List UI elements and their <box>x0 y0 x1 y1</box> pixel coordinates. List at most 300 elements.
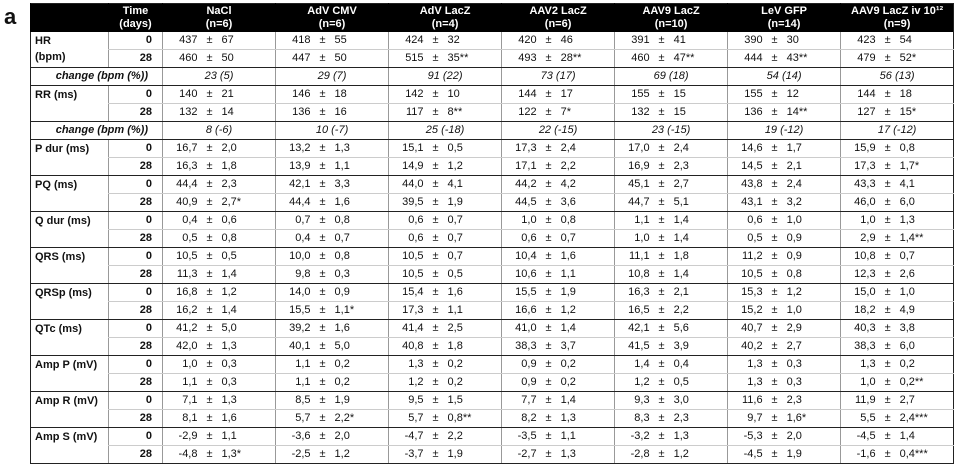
mean-value: 5,7 <box>389 410 427 428</box>
sd-value: 0,2** <box>897 374 954 392</box>
plus-minus: ± <box>201 176 219 194</box>
mean-value: 1,0 <box>163 356 201 374</box>
plus-minus: ± <box>879 266 897 284</box>
mean-value: 42,1 <box>276 176 314 194</box>
sd-value: 1,6 <box>219 410 276 428</box>
mean-value: 460 <box>163 50 201 68</box>
mean-value: 1,0 <box>615 230 653 248</box>
mean-value: 40,2 <box>728 338 766 356</box>
sd-value: 2,9 <box>784 320 841 338</box>
mean-value: 444 <box>728 50 766 68</box>
table-row <box>31 86 954 104</box>
sd-value: 0,2 <box>897 356 954 374</box>
sd-value: 2,1 <box>784 158 841 176</box>
sd-value: 0,5 <box>445 266 502 284</box>
sd-value: 1,1 <box>219 428 276 446</box>
plus-minus: ± <box>540 266 558 284</box>
plus-minus: ± <box>766 356 784 374</box>
mean-value: 11,2 <box>728 248 766 266</box>
mean-value: 0,5 <box>728 230 766 248</box>
sd-value: 1,6 <box>445 284 502 302</box>
mean-value: 11,3 <box>163 266 201 284</box>
sd-value: 1,3 <box>558 410 615 428</box>
sd-value: 1,6 <box>332 320 389 338</box>
sd-value: 35** <box>445 50 502 68</box>
change-row <box>31 122 954 140</box>
sd-value: 0,2 <box>445 356 502 374</box>
plus-minus: ± <box>653 320 671 338</box>
sd-value: 0,8 <box>332 248 389 266</box>
mean-value: 155 <box>615 86 653 104</box>
mean-value: 155 <box>728 86 766 104</box>
plus-minus: ± <box>540 86 558 104</box>
time-label: Time <box>122 4 149 17</box>
plus-minus: ± <box>427 158 445 176</box>
mean-value: 16,8 <box>163 284 201 302</box>
mean-value: -5,3 <box>728 428 766 446</box>
group-n: (n=6) <box>205 18 233 30</box>
plus-minus: ± <box>879 104 897 122</box>
mean-value: 15,3 <box>728 284 766 302</box>
sd-value: 1,6 <box>332 194 389 212</box>
sd-value: 2,2 <box>445 428 502 446</box>
plus-minus: ± <box>314 392 332 410</box>
table-row <box>31 104 954 122</box>
change-value: 73 (17) <box>502 68 615 86</box>
mean-value: 11,9 <box>841 392 879 410</box>
plus-minus: ± <box>427 248 445 266</box>
parameter-label: QRS (ms) <box>35 251 86 263</box>
plus-minus: ± <box>427 284 445 302</box>
plus-minus: ± <box>201 356 219 374</box>
group-header-1 <box>276 4 389 33</box>
group-n: (n=9) <box>883 18 911 30</box>
plus-minus: ± <box>653 50 671 68</box>
mean-value: 15,0 <box>841 284 879 302</box>
sd-value: 1,0 <box>784 302 841 320</box>
sd-value: 0,3 <box>784 356 841 374</box>
plus-minus: ± <box>314 410 332 428</box>
change-value: 56 (13) <box>841 68 954 86</box>
plus-minus: ± <box>427 374 445 392</box>
mean-value: 40,9 <box>163 194 201 212</box>
plus-minus: ± <box>766 320 784 338</box>
plus-minus: ± <box>427 338 445 356</box>
group-header-0 <box>163 4 276 33</box>
mean-value: 0,9 <box>502 374 540 392</box>
plus-minus: ± <box>540 140 558 158</box>
plus-minus: ± <box>766 302 784 320</box>
plus-minus: ± <box>314 248 332 266</box>
sd-value: 1,8 <box>671 248 728 266</box>
plus-minus: ± <box>879 428 897 446</box>
sd-value: 15 <box>671 104 728 122</box>
sd-value: 0,8 <box>558 212 615 230</box>
sd-value: 1,3* <box>219 446 276 464</box>
sd-value: 0,4 <box>671 356 728 374</box>
mean-value: 17,1 <box>502 158 540 176</box>
mean-value: -3,2 <box>615 428 653 446</box>
group-name: NaCl <box>206 4 232 17</box>
mean-value: 9,8 <box>276 266 314 284</box>
sd-value: 50 <box>332 50 389 68</box>
mean-value: 460 <box>615 50 653 68</box>
sd-value: 1,0 <box>784 212 841 230</box>
mean-value: 12,3 <box>841 266 879 284</box>
group-n: (n=14) <box>767 18 801 30</box>
plus-minus: ± <box>314 158 332 176</box>
plus-minus: ± <box>653 104 671 122</box>
change-value: 8 (-6) <box>163 122 276 140</box>
sd-value: 0,8 <box>219 230 276 248</box>
mean-value: 1,2 <box>615 374 653 392</box>
plus-minus: ± <box>540 428 558 446</box>
mean-value: 15,2 <box>728 302 766 320</box>
mean-value: 0,6 <box>389 230 427 248</box>
plus-minus: ± <box>540 50 558 68</box>
mean-value: 136 <box>728 104 766 122</box>
mean-value: 46,0 <box>841 194 879 212</box>
mean-value: 0,4 <box>163 212 201 230</box>
change-value: 10 (-7) <box>276 122 389 140</box>
plus-minus: ± <box>201 158 219 176</box>
sd-value: 2,7* <box>219 194 276 212</box>
plus-minus: ± <box>201 392 219 410</box>
mean-value: 1,3 <box>728 356 766 374</box>
mean-value: 14,5 <box>728 158 766 176</box>
group-name: AAV9 LacZ iv 10¹² <box>851 4 944 17</box>
plus-minus: ± <box>766 248 784 266</box>
sd-value: 2,7 <box>784 338 841 356</box>
mean-value: 1,0 <box>841 374 879 392</box>
plus-minus: ± <box>879 302 897 320</box>
group-header-2 <box>389 4 502 33</box>
plus-minus: ± <box>653 428 671 446</box>
sd-value: 15 <box>671 86 728 104</box>
mean-value: 41,4 <box>389 320 427 338</box>
sd-value: 1,4 <box>671 266 728 284</box>
sd-value: 0,3 <box>219 374 276 392</box>
plus-minus: ± <box>766 446 784 464</box>
sd-value: 1,4 <box>219 266 276 284</box>
sd-value: 18 <box>897 86 954 104</box>
sd-value: 0,7 <box>445 212 502 230</box>
table-row <box>31 338 954 356</box>
table-row <box>31 428 954 446</box>
mean-value: 418 <box>276 32 314 50</box>
time-value: 0 <box>109 320 163 338</box>
plus-minus: ± <box>314 356 332 374</box>
sd-value: 1,4** <box>897 230 954 248</box>
mean-value: 0,6 <box>389 212 427 230</box>
table-row <box>31 410 954 428</box>
sd-value: 47** <box>671 50 728 68</box>
sd-value: 0,5 <box>445 140 502 158</box>
sd-value: 1,0 <box>897 284 954 302</box>
plus-minus: ± <box>879 392 897 410</box>
sd-value: 4,1 <box>897 176 954 194</box>
plus-minus: ± <box>201 446 219 464</box>
parameter-label: RR (ms) <box>35 89 78 101</box>
group-name: AdV LacZ <box>419 4 471 17</box>
sd-value: 4,2 <box>558 176 615 194</box>
sd-value: 3,9 <box>671 338 728 356</box>
mean-value: 144 <box>502 86 540 104</box>
time-value: 0 <box>109 248 163 266</box>
sd-value: 14** <box>784 104 841 122</box>
mean-value: 136 <box>276 104 314 122</box>
sd-value: 3,6 <box>558 194 615 212</box>
group-header-4 <box>615 4 728 33</box>
parameter-label: QTc (ms) <box>35 323 82 335</box>
panel-label: a <box>4 4 17 29</box>
sd-value: 46 <box>558 32 615 50</box>
mean-value: 1,3 <box>841 356 879 374</box>
time-value: 28 <box>109 410 163 428</box>
plus-minus: ± <box>766 194 784 212</box>
sd-value: 1,9 <box>784 446 841 464</box>
parameter-label: HR <box>35 35 51 47</box>
mean-value: 1,1 <box>163 374 201 392</box>
mean-value: 1,1 <box>615 212 653 230</box>
sd-value: 4,9 <box>897 302 954 320</box>
sd-value: 1,2 <box>558 302 615 320</box>
sd-value: 0,6 <box>219 212 276 230</box>
time-unit: (days) <box>119 18 152 30</box>
group-n: (n=6) <box>544 18 572 30</box>
sd-value: 1,1 <box>332 158 389 176</box>
mean-value: 44,2 <box>502 176 540 194</box>
sd-value: 17 <box>558 86 615 104</box>
ecg-parameters-table <box>30 3 954 464</box>
sd-value: 10 <box>445 86 502 104</box>
plus-minus: ± <box>201 320 219 338</box>
sd-value: 2,4*** <box>897 410 954 428</box>
mean-value: 0,6 <box>502 230 540 248</box>
mean-value: 14,0 <box>276 284 314 302</box>
plus-minus: ± <box>201 374 219 392</box>
sd-value: 32 <box>445 32 502 50</box>
sd-value: 1,1 <box>445 302 502 320</box>
sd-value: 18 <box>332 86 389 104</box>
sd-value: 1,3 <box>671 428 728 446</box>
sd-value: 2,4 <box>671 140 728 158</box>
plus-minus: ± <box>766 140 784 158</box>
mean-value: -3,6 <box>276 428 314 446</box>
sd-value: 12 <box>784 86 841 104</box>
plus-minus: ± <box>879 212 897 230</box>
plus-minus: ± <box>653 248 671 266</box>
plus-minus: ± <box>314 50 332 68</box>
sd-value: 15* <box>897 104 954 122</box>
time-value: 0 <box>109 356 163 374</box>
sd-value: 0,3 <box>219 356 276 374</box>
sd-value: 2,7 <box>897 392 954 410</box>
plus-minus: ± <box>653 32 671 50</box>
mean-value: 40,8 <box>389 338 427 356</box>
plus-minus: ± <box>653 140 671 158</box>
plus-minus: ± <box>427 266 445 284</box>
time-value: 28 <box>109 338 163 356</box>
sd-value: 54 <box>897 32 954 50</box>
sd-value: 2,7 <box>671 176 728 194</box>
mean-value: 2,9 <box>841 230 879 248</box>
mean-value: 423 <box>841 32 879 50</box>
mean-value: 0,6 <box>728 212 766 230</box>
header-parameter-cell <box>31 4 109 33</box>
mean-value: 13,9 <box>276 158 314 176</box>
sd-value: 30 <box>784 32 841 50</box>
mean-value: 420 <box>502 32 540 50</box>
table-row <box>31 248 954 266</box>
sd-value: 52* <box>897 50 954 68</box>
plus-minus: ± <box>653 194 671 212</box>
mean-value: 40,3 <box>841 320 879 338</box>
sd-value: 2,0 <box>784 428 841 446</box>
plus-minus: ± <box>427 104 445 122</box>
sd-value: 2,5 <box>445 320 502 338</box>
sd-value: 1,9 <box>332 392 389 410</box>
parameter-name <box>31 320 109 356</box>
mean-value: 5,5 <box>841 410 879 428</box>
sd-value: 5,0 <box>332 338 389 356</box>
mean-value: 10,5 <box>389 266 427 284</box>
mean-value: 0,7 <box>276 212 314 230</box>
plus-minus: ± <box>201 212 219 230</box>
mean-value: 11,1 <box>615 248 653 266</box>
table-row <box>31 374 954 392</box>
plus-minus: ± <box>653 374 671 392</box>
plus-minus: ± <box>314 428 332 446</box>
parameter-label: Amp P (mV) <box>35 359 98 371</box>
plus-minus: ± <box>540 194 558 212</box>
parameter-name <box>31 356 109 392</box>
mean-value: 122 <box>502 104 540 122</box>
mean-value: -3,5 <box>502 428 540 446</box>
sd-value: 0,8** <box>445 410 502 428</box>
group-header-6 <box>841 4 954 33</box>
sd-value: 8** <box>445 104 502 122</box>
plus-minus: ± <box>766 338 784 356</box>
mean-value: 17,3 <box>502 140 540 158</box>
mean-value: 16,3 <box>163 158 201 176</box>
plus-minus: ± <box>201 230 219 248</box>
plus-minus: ± <box>879 50 897 68</box>
plus-minus: ± <box>427 428 445 446</box>
plus-minus: ± <box>427 32 445 50</box>
group-n: (n=6) <box>318 18 346 30</box>
plus-minus: ± <box>540 176 558 194</box>
time-value: 0 <box>109 392 163 410</box>
plus-minus: ± <box>766 374 784 392</box>
sd-value: 67 <box>219 32 276 50</box>
sd-value: 0,2 <box>558 374 615 392</box>
sd-value: 2,4 <box>784 176 841 194</box>
sd-value: 1,4 <box>558 320 615 338</box>
plus-minus: ± <box>427 410 445 428</box>
parameter-label: Amp S (mV) <box>35 431 98 443</box>
mean-value: 43,3 <box>841 176 879 194</box>
group-n: (n=4) <box>431 18 459 30</box>
mean-value: 0,4 <box>276 230 314 248</box>
sd-value: 2,2* <box>332 410 389 428</box>
plus-minus: ± <box>766 212 784 230</box>
plus-minus: ± <box>427 320 445 338</box>
plus-minus: ± <box>879 320 897 338</box>
mean-value: -2,7 <box>502 446 540 464</box>
mean-value: 43,8 <box>728 176 766 194</box>
mean-value: 38,3 <box>841 338 879 356</box>
sd-value: 2,0 <box>332 428 389 446</box>
mean-value: 41,2 <box>163 320 201 338</box>
group-n: (n=10) <box>654 18 688 30</box>
sd-value: 3,7 <box>558 338 615 356</box>
mean-value: 9,3 <box>615 392 653 410</box>
mean-value: 44,4 <box>163 176 201 194</box>
mean-value: 7,1 <box>163 392 201 410</box>
mean-value: 1,1 <box>276 374 314 392</box>
mean-value: 437 <box>163 32 201 50</box>
parameter-name <box>31 428 109 464</box>
change-value: 91 (22) <box>389 68 502 86</box>
sd-value: 2,3 <box>784 392 841 410</box>
plus-minus: ± <box>314 212 332 230</box>
sd-value: 2,4 <box>558 140 615 158</box>
plus-minus: ± <box>879 158 897 176</box>
mean-value: 493 <box>502 50 540 68</box>
table-row <box>31 302 954 320</box>
sd-value: 0,7 <box>445 248 502 266</box>
sd-value: 55 <box>332 32 389 50</box>
mean-value: 15,4 <box>389 284 427 302</box>
mean-value: 8,3 <box>615 410 653 428</box>
plus-minus: ± <box>766 32 784 50</box>
plus-minus: ± <box>314 374 332 392</box>
change-value: 25 (-18) <box>389 122 502 140</box>
mean-value: 42,1 <box>615 320 653 338</box>
plus-minus: ± <box>540 230 558 248</box>
plus-minus: ± <box>540 356 558 374</box>
table-row <box>31 392 954 410</box>
plus-minus: ± <box>201 428 219 446</box>
sd-value: 2,6 <box>897 266 954 284</box>
mean-value: 1,0 <box>502 212 540 230</box>
plus-minus: ± <box>201 410 219 428</box>
plus-minus: ± <box>427 212 445 230</box>
change-value: 22 (-15) <box>502 122 615 140</box>
mean-value: 41,5 <box>615 338 653 356</box>
mean-value: 14,9 <box>389 158 427 176</box>
time-value: 28 <box>109 266 163 284</box>
sd-value: 1,7* <box>897 158 954 176</box>
sd-value: 6,0 <box>897 194 954 212</box>
mean-value: 5,7 <box>276 410 314 428</box>
table-row <box>31 356 954 374</box>
plus-minus: ± <box>879 32 897 50</box>
sd-value: 1,3 <box>897 212 954 230</box>
mean-value: -4,5 <box>728 446 766 464</box>
sd-value: 0,2 <box>558 356 615 374</box>
sd-value: 2,3 <box>219 176 276 194</box>
table-row <box>31 446 954 464</box>
change-value: 23 (5) <box>163 68 276 86</box>
mean-value: 44,7 <box>615 194 653 212</box>
mean-value: 17,3 <box>841 158 879 176</box>
change-row <box>31 68 954 86</box>
sd-value: 1,1 <box>558 266 615 284</box>
plus-minus: ± <box>201 338 219 356</box>
plus-minus: ± <box>766 50 784 68</box>
